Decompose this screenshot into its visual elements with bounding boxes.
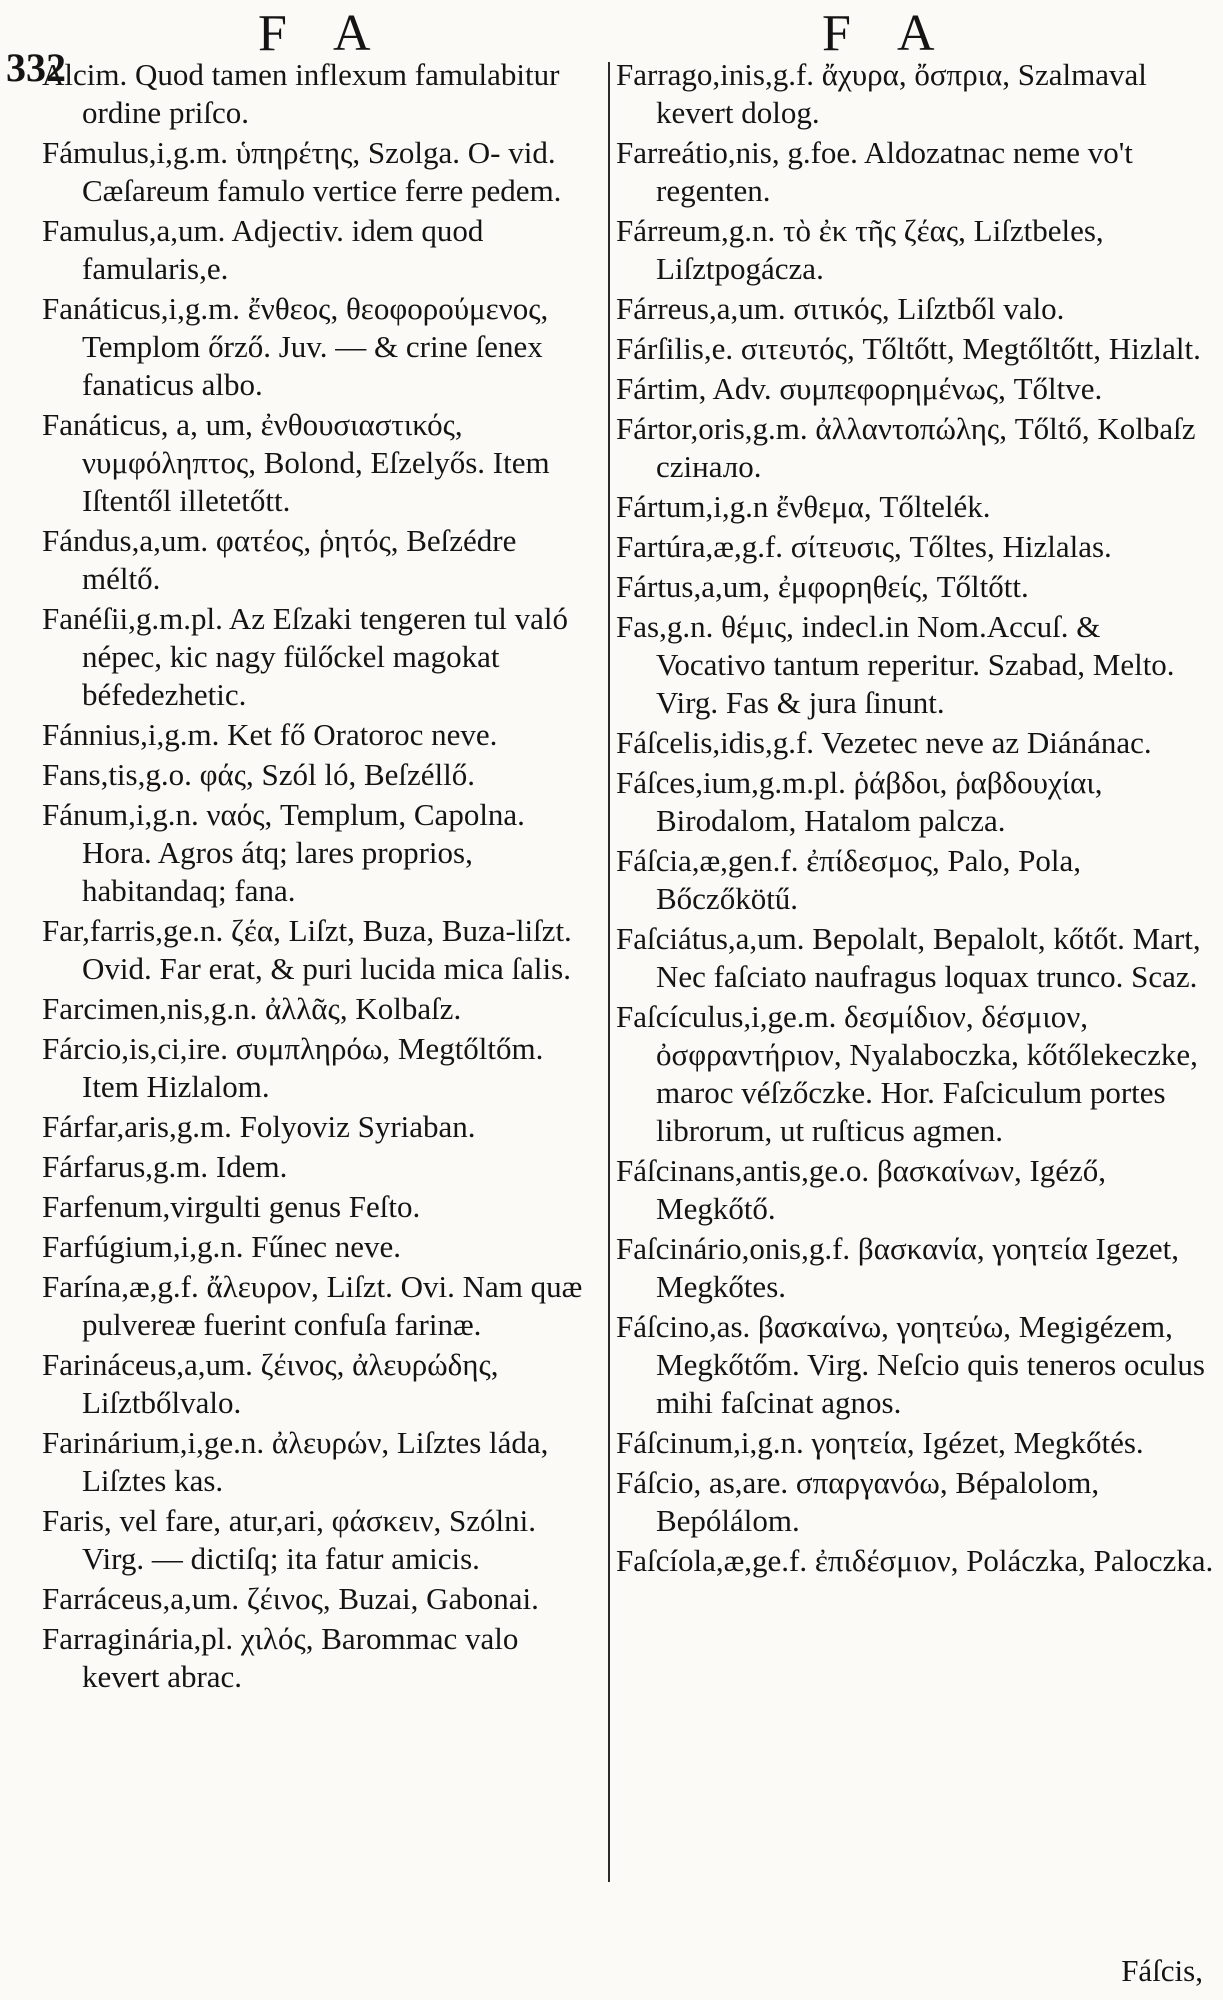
dictionary-entry: Fárfar,aris,g.m. Folyoviz Syriaban.: [42, 1109, 476, 1144]
dictionary-entry: Fáſcio, as,are. σπαργανόω, Bépalolom, Bepólálom.: [616, 1465, 1100, 1538]
page-number: 332: [6, 45, 66, 90]
dictionary-entry: Fámulus,i,g.m. ὑπηρέτης, Szolga. O- vid. Cæſareum famulo vertice ferre pedem.: [42, 135, 562, 208]
dictionary-entry: Fanáticus,i,g.m. ἔνθεος, θεοφορούμενος, Templom őrző. Juv. — & crine ſenex fanaticus albo.: [42, 291, 549, 402]
dictionary-entry: Faſcículus,i,ge.m. δεσμίδιον, δέσμιον, ὀσφραντήριον, Nyalaboczka, kőtőlekeczke, maroc véſzőczke. Hor. Faſciculum portes librorum, ut ruſticus agmen.: [616, 999, 1198, 1148]
left-column: [42, 56, 602, 1698]
dictionary-entry: Fártus,a,um, ἐμφορηθείς, Tőltőtt.: [616, 569, 1029, 604]
dictionary-entry: Famulus,a,um. Adjectiv. idem quod famularis,e.: [42, 213, 484, 286]
dictionary-entry: Faſciátus,a,um. Bepolalt, Bepalolt, kőtőt. Mart, Nec faſciato naufragus loquax trunco. Scaz.: [616, 921, 1201, 994]
dictionary-entry: Fártum,i,g.n ἔνθεμα, Tőltelék.: [616, 489, 991, 524]
dictionary-entry: Farreátio,nis, g.foe. Aldozatnac neme vo't regenten.: [616, 135, 1133, 208]
dictionary-entry: Fárreus,a,um. σιτικός, Liſztből valo.: [616, 291, 1065, 326]
dictionary-entry: Fándus,a,um. φατέος, ῥητός, Beſzédre méltő.: [42, 523, 517, 596]
dictionary-entry: Fáſces,ium,g.m.pl. ῥάβδοι, ῥαβδουχίαι, Birodalom, Hatalom palcza.: [616, 765, 1103, 838]
dictionary-entry: Fánnius,i,g.m. Ket fő Oratoroc neve.: [42, 717, 498, 752]
right-column: [616, 56, 1216, 1582]
dictionary-entry: Faris, vel fare, atur,ari, φάσκειν, Szólni. Virg. — dictiſq; ita fatur amicis.: [42, 1503, 537, 1576]
dictionary-entry: Faſcíola,æ,ge.f. ἐπιδέσμιον, Poláczka, Paloczka.: [616, 1543, 1214, 1578]
dictionary-entry: Fáſcinans,antis,ge.o. βασκαίνων, Igéző, Megkőtő.: [616, 1153, 1107, 1226]
dictionary-entry: Fartúra,æ,g.f. σίτευσις, Tőltes, Hizlalas.: [616, 529, 1112, 564]
running-head-right: F A: [822, 5, 953, 62]
dictionary-entry: Fártor,oris,g.m. ἀλλαντοπώλης, Tőltő, Kolbaſz cziналo.: [616, 411, 1196, 484]
dictionary-entry: Fáſcino,as. βασκαίνω, γοητεύω, Megigézem, Megkőtőm. Virg. Neſcio quis teneros oculus mihi faſcinat agnos.: [616, 1309, 1205, 1420]
dictionary-entry: Fanéſii,g.m.pl. Az Eſzaki tengeren tul való népec, kic nagy fülőckel magokat béfedezhetic.: [42, 601, 569, 712]
dictionary-entry: Fánum,i,g.n. ναός, Templum, Capolna. Hora. Agros átq; lares proprios, habitandaq; fana.: [42, 797, 525, 908]
dictionary-entry: Farfenum,virgulti genus Feſto.: [42, 1189, 421, 1224]
dictionary-entry: Fas,g.n. θέμις, indecl.in Nom.Accuſ. & Vocativo tantum reperitur. Szabad, Melto. Virg. Fas & jura ſinunt.: [616, 609, 1175, 720]
dictionary-entry: Fárfarus,g.m. Idem.: [42, 1149, 288, 1184]
dictionary-entry: Fáſcelis,idis,g.f. Vezetec neve az Diánánac.: [616, 725, 1152, 760]
dictionary-entry: Farinárium,i,ge.n. ἀλευρών, Liſztes láda, Liſztes kas.: [42, 1425, 549, 1498]
dictionary-entry: Fárcio,is,ci,ire. συμπληρόω, Megtőltőm. Item Hizlalom.: [42, 1031, 544, 1104]
dictionary-entry: Fans,tis,g.o. φάς, Szól ló, Beſzéllő.: [42, 757, 476, 792]
dictionary-entry: Fáſcia,æ,gen.f. ἐπίδεσμος, Palo, Pola, Bőczőkötű.: [616, 843, 1081, 916]
catchword: Fáſcis,: [1121, 1953, 1203, 1988]
dictionary-entry: Faſcinário,onis,g.f. βασκανία, γοητεία Igezet, Megkőtes.: [616, 1231, 1180, 1304]
column-divider: [608, 62, 610, 1882]
dictionary-entry: Farrago,inis,g.f. ἄχυρα, ὄσπρια, Szalmaval kevert dolog.: [616, 57, 1147, 130]
dictionary-entry: Fárreum,g.n. τὸ ἐκ τῆς ζέας, Liſztbeles, Liſztpogácza.: [616, 213, 1104, 286]
running-head-left: F A: [258, 5, 389, 62]
dictionary-entry: Farináceus,a,um. ζέινος, ἀλευρώδης, Liſztbőlvalo.: [42, 1347, 499, 1420]
dictionary-entry: Alcim. Quod tamen inflexum famulabitur ordine priſco.: [42, 57, 560, 130]
dictionary-entry: Farcimen,nis,g.n. ἀλλᾶς, Kolbaſz.: [42, 991, 462, 1026]
dictionary-entry: Fáſcinum,i,g.n. γοητεία, Igézet, Megkőtés.: [616, 1425, 1144, 1460]
dictionary-entry: Farraginária,pl. χιλός, Barommac valo kevert abrac.: [42, 1621, 519, 1694]
dictionary-entry: Fártim, Adv. συμπεφορημένως, Tőltve.: [616, 371, 1103, 406]
dictionary-entry: Farína,æ,g.f. ἄλευρον, Liſzt. Ovi. Nam quæ pulvereæ fuerint confuſa farinæ.: [42, 1269, 583, 1342]
dictionary-entry: Farráceus,a,um. ζέινος, Buzai, Gabonai.: [42, 1581, 539, 1616]
dictionary-entry: Fanáticus, a, um, ἐνθουσιαστικός, νυμφόληπτος, Bolond, Eſzelyős. Item Iſtentől illetetőtt.: [42, 407, 550, 518]
dictionary-entry: Farfúgium,i,g.n. Fűnec neve.: [42, 1229, 402, 1264]
dictionary-entry: Far,farris,ge.n. ζέα, Liſzt, Buza, Buza-liſzt. Ovid. Far erat, & puri lucida mica ſalis.: [42, 913, 572, 986]
dictionary-entry: Fárſilis,e. σιτευτός, Tőltőtt, Megtőltőtt, Hizlalt.: [616, 331, 1201, 366]
